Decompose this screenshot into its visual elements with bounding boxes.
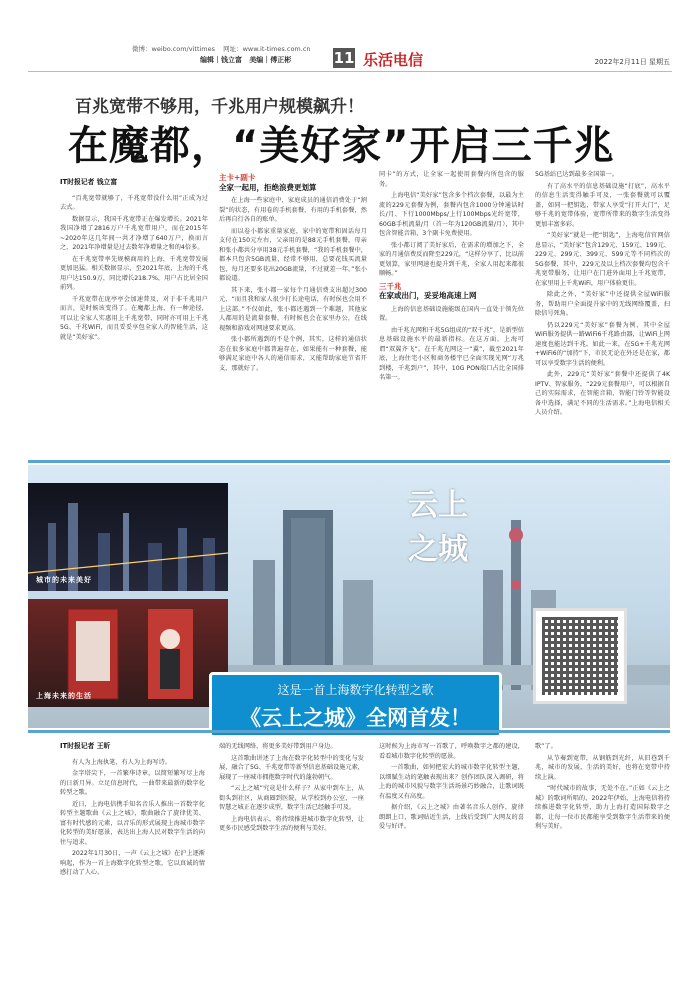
- paragraph: 而以卷小都家重量家庭，家中的宽带和固话每月支付在150元左右，父亲用的是88元手机套餐，母亲和张小都共分享用38元手机套餐，“我的手机套餐中，都本只包含5GB流量，经常不够用，总要花钱买流量包，每月还要多花出20GB流量，不过就差一年。”张小都说道。: [219, 227, 367, 282]
- paragraph: 一首歌曲，如何把宏大的城市数字化转型主题，以细腻生动的笔触表现出来？创作团队深入调研，将上海的城市风貌与数字生活场景巧妙融合，让歌词既有温度又有高度。: [379, 764, 524, 800]
- paragraph: 在千兆宽带率先规模商用的上海，千兆宽带发展更加迅猛。相关数据显示，至2021年底，上海的千兆用户达150.9万，同比增长218.7%，用户占比居全国前列。: [60, 255, 208, 291]
- paragraph: 这时候为上海市写一首歌了，呼唤数字之都的建设，看看城市数字化转型的愿景。: [379, 743, 524, 760]
- inset-caption: 上海未来的生活: [36, 692, 92, 700]
- qr-code[interactable]: [533, 608, 627, 704]
- paragraph: 张小都订阅了美好家后，在需求的增加之下，全家的月通信费反而降至229元，“这样分享了，比以前更划算，家里网速也提升到千兆，全家人用起来都很顺畅。”: [379, 241, 524, 277]
- paragraph: 由千兆光网和千兆5G组成的“双千兆”，是新型信息基础设施水平的最新指标。在这方面，上海可谓“双翼齐飞”。在千兆光网这一“翼”，截至2021年底，上海住宅小区和商务楼宇已全面实现光网“万兆到楼，千兆到户”，其中，10G PON端口占比全国排名第一。: [379, 326, 524, 381]
- paragraph: 上海电信表示，将持续推进城市数字化转型，让更多市民感受到数字生活的便利与美好。: [219, 815, 364, 832]
- paragraph: 数据显示，我国千兆宽带正在爆发增长。2021年我国净增了2816万户千兆宽带用户，而在2015年~2020年这几年间一共才净增了640万户，换而言之，2021年净增量是过去数年净增量之和的4倍多。: [60, 215, 208, 251]
- paragraph: 金字塔尖下，一首繁华诗章，以简短繁写尽上海的日新月异。立足信息时代，一曲带来最新的数字化转型之歌。: [60, 770, 205, 796]
- article1-column-1: [60, 178, 208, 450]
- article2-column-3: [379, 742, 524, 987]
- section-title: 乐活电信: [363, 51, 424, 69]
- article-kicker: 百兆宽带不够用，千兆用户规模飙升！: [75, 97, 364, 117]
- paragraph: 其下来，张小都一家每个月通信费支出超过300元，“而且我和家人很少打长途电话，有时侯也会用不上这部。”不仅如此，张小都还遇到一个难题，其他家人都用的是流量套餐，有时候也会在家里办公，在线视频和游戏对网速要求更高。: [219, 286, 367, 332]
- paragraph: 上海电信“美好家”包含多个档次套餐，以最为主流的229元套餐为例，套餐内包含1000分钟通话时长/月、下行1000Mbps/上行100Mbps光纤宽带，60GB手机流量/月（首一年为120GB流量/月），其中包含智能音箱，3个副卡免费使用。: [379, 192, 524, 237]
- page-number: 11: [333, 49, 355, 67]
- subhead-red: 三千兆: [379, 281, 402, 291]
- article-headline: 在魔都，“美好家”开启三千兆: [68, 123, 615, 169]
- paragraph: 从节奏到宽带，从钢筋到光纤，从旧巷到千兆，城市的发展，生活的美好，也将在宽带中持续上演。: [535, 754, 670, 781]
- title-art: [398, 480, 488, 650]
- paragraph: 此外，229元“美好家”套餐中还提供了4K IPTV、智家服务，“229元套餐用户，可以根据自己的实际需求，在智能音箱、智能门铃等智能设备中选择，满足不同的生活需求。”上海电信相关人员介绍。: [535, 371, 670, 416]
- banner-line-2: 《云上之城》全网首发！: [240, 706, 471, 730]
- paragraph: 这首歌曲讲述了上海在数字化转型中的变化与发展，融合了5G、千兆宽带等新型信息基础设施元素，展现了一座城市拥抱数字时代的蓬勃朝气。: [219, 754, 364, 781]
- issue-date: 2022年2月11日 星期五: [594, 58, 670, 66]
- header-credits: [200, 55, 291, 65]
- paragraph: 除此之外，“美好家”中还提供全屋WiFi服务，帮助用户全面提升家中的无线网络覆盖，扫除信号死角。: [535, 291, 670, 317]
- subhead-red: 主卡+副卡: [219, 173, 256, 182]
- article1-byline: IT时报记者 钱立富: [60, 178, 118, 186]
- paragraph: “百兆宽带就够了，千兆宽带没什么用”正成为过去式。: [60, 194, 208, 211]
- paragraph: 张小都所遇到的不是个例，其实，这样的通信状态在很多家庭中都普遍存在，如果能有一种套餐，能够满足家庭中各人的通信需求，又能帮助家庭节省开支，那就好了。: [219, 336, 367, 372]
- paragraph: 有人为上海执笔，有人为上海写诗。: [72, 758, 171, 766]
- article1-column-3: [379, 170, 524, 450]
- art-title-text: 云上之城: [408, 488, 468, 567]
- banner-line-1: 这是一首上海数字化转型之歌: [277, 683, 434, 697]
- header-links: [132, 44, 317, 53]
- paragraph: 在上海一些家庭中，家庭成员的通信消费处于“割裂”的状态，有用卷的手机套餐，有用的手机套餐，然后再自行各自的账单。: [219, 197, 367, 223]
- paragraph: 2022年1月30日，一声《云上之城》在沪上逐渐响起，作为一首上海数字化转型之歌，它以真诚的情感打动了人心。: [60, 850, 205, 876]
- editor-credit: 编辑｜钱立富: [200, 56, 242, 64]
- red-booth-photo: [28, 599, 228, 707]
- weibo-label: 微博：weibo.com/vittimes: [132, 45, 216, 53]
- paragraph: 有了高水平的信息基础设施“打底”，高水平的信息生活变得触手可及，一张套餐就可以覆盖，如同一把钥匙，带家人享受“打开大门”，足够千兆的宽带体验，宽带所带来的数字生活变得更加丰富多彩。: [535, 182, 670, 228]
- website-label: 网址：www.it-times.com.cn: [223, 45, 311, 53]
- header-rule: [28, 71, 672, 72]
- qr-pattern: [542, 617, 618, 695]
- paragraph: 据介绍，《云上之城》由著名音乐人创作，旋律朗朗上口，歌词贴近生活，上线后受到广大网友的喜爱与好评。: [379, 804, 524, 830]
- inset-caption: 城市的未来美好: [36, 576, 92, 584]
- paragraph: 上海的信息基础设施能级在国内一直处于领先位置。: [379, 305, 524, 322]
- paragraph: “时代城市的故事，无处不在。”正如《云上之城》的歌词所唱的，2022年伊始，上海电信将持续推进数字化转型，助力上海打造国际数字之都，让每一位市民都能享受到数字生活带来的便利与美好。: [535, 785, 670, 830]
- paragraph: “云上之城”究竟是什么样子？从家中到车上，从街头到社区，从商圈到医院，从学校到办公室，一座智慧之城正在逐步成型，数字生活已经触手可及。: [219, 785, 364, 811]
- paragraph: 端的无线网络，将更多美好带到用户身边。: [219, 743, 337, 750]
- paragraph: “美好家”就是一把“钥匙”，上海电信官网信息显示，“美好家”包含129元、159元、199元、229元、299元、399元、599元等不同档次的5G套餐，其中，229元及以上档次套餐均包含千兆宽带服务，让用户在门进外面用上千兆宽带，在家里用上千兆WiFi，用户体验更佳。: [535, 232, 670, 287]
- night-city-photo: [28, 483, 228, 591]
- divider: [28, 730, 670, 733]
- article2-column-2: [219, 742, 364, 987]
- song-banner: [209, 672, 502, 738]
- article1-column-4: [535, 170, 670, 450]
- paragraph: 同卡”的方式，让全家一起使用套餐内所包含的服务。: [379, 171, 524, 188]
- article2-column-4: [535, 742, 670, 987]
- article1-column-2: [219, 170, 367, 450]
- article2-byline: IT时报记者 王昕: [60, 742, 111, 750]
- paragraph: 仍以229元“美好家”套餐为例，其中全屋WiFi服务提供一路WiFi6千兆路由器，让WiFi上网速度也能达到千兆。如此一来，在5G+千兆光网+WiFi6的“加持”下，市民无论在外还是在家，都可以享受数字生活的便利。: [535, 321, 670, 367]
- paragraph: 近日，上海电信携手知名音乐人推出一首数字化转型主题歌曲《云上之城》，歌曲融合了旋律优美、富有时代感的元素，以音乐的形式展现上海城市数字化转型的美好愿景，表达出上海人民对数字生活的向往与追求。: [60, 800, 205, 846]
- designer-credit: 美编｜傅正彬: [249, 56, 292, 64]
- paragraph: 5G基站已达到最多全国第一。: [535, 171, 618, 178]
- paragraph: 千兆宽带在庞亭亭会加速普及，对于非千兆用户而言，是时候该变得了。在魔都上海，有一种途径，可以让全家人实惠用上千兆宽带，同时亦可用上千兆5G、千兆WiFi，而且妥妥享包全家人的智能生活，这就是“美好家”。: [60, 295, 208, 341]
- divider: [28, 460, 670, 463]
- subhead: 全家一起用，拒绝浪费更划算: [219, 182, 317, 192]
- subhead: 在家或出门，妥妥地高速上网: [379, 291, 477, 300]
- paragraph: 歌”了。: [535, 743, 557, 750]
- article2-column-1: [60, 742, 205, 987]
